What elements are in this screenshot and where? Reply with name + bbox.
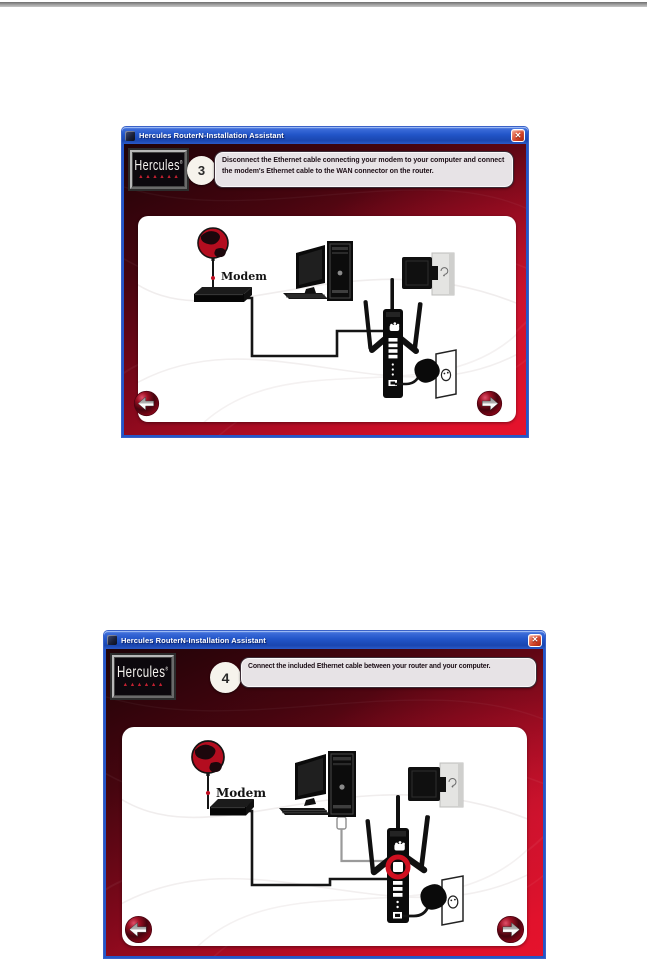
next-arrow-icon	[496, 915, 525, 944]
back-button[interactable]	[133, 390, 160, 417]
modem-icon	[210, 799, 254, 816]
hercules-logo	[112, 655, 174, 698]
titlebar[interactable]	[122, 127, 528, 144]
power-outlet-icon	[402, 876, 463, 925]
window-title: Hercules RouterN-Installation Assistant	[121, 635, 266, 645]
connection-diagram	[138, 216, 516, 422]
logo-triangles-icon: ▲▲▲▲▲▲	[122, 681, 165, 688]
router-icon	[365, 795, 430, 923]
app-icon	[107, 635, 117, 645]
step-number-badge	[187, 156, 216, 185]
instruction-text: Connect the included Ethernet cable between your router and your computer.	[240, 657, 537, 688]
router-icon	[363, 278, 422, 398]
step-number: 3	[197, 163, 206, 178]
wall-ethernet-jack-icon	[408, 763, 463, 807]
back-arrow-icon	[133, 390, 160, 417]
step-number: 4	[221, 669, 230, 686]
page-top-rule	[0, 2, 647, 7]
app-icon	[125, 131, 135, 141]
connection-diagram	[122, 727, 527, 946]
instruction-text: Disconnect the Ethernet cable connecting your modem to your computer and connect the modem's Ethernet cable to the WAN connector on the router.	[214, 151, 514, 188]
next-button[interactable]	[476, 390, 503, 417]
hercules-logo-text: Hercules®	[134, 157, 183, 175]
modem-label: Modem	[216, 786, 267, 800]
registered-mark: ®	[179, 160, 183, 167]
diagram-panel	[138, 216, 516, 422]
power-outlet-icon	[395, 350, 456, 398]
panel-swirls	[122, 793, 527, 946]
registered-mark: ®	[165, 666, 169, 673]
wizard-window-step4	[104, 631, 545, 958]
computer-to-router-cable	[337, 817, 389, 861]
hercules-logo-text: Hercules®	[117, 663, 169, 681]
back-arrow-icon	[124, 915, 153, 944]
titlebar[interactable]	[104, 631, 545, 649]
close-button[interactable]	[528, 634, 542, 647]
modem-to-router-cable	[244, 298, 385, 356]
hercules-logo	[130, 150, 187, 189]
logo-triangles-icon: ▲▲▲▲▲▲	[138, 174, 181, 181]
diagram-panel	[122, 727, 527, 946]
window-title: Hercules RouterN-Installation Assistant	[139, 131, 284, 140]
close-icon: ✕	[514, 130, 522, 140]
step-number-badge	[210, 662, 241, 693]
next-arrow-icon	[476, 390, 503, 417]
computer-icon	[283, 241, 353, 301]
next-button[interactable]	[496, 915, 525, 944]
wall-ethernet-jack-icon	[402, 253, 454, 295]
wizard-body	[122, 144, 528, 437]
internet-globe-icon	[198, 228, 228, 294]
wizard-window-step3	[122, 127, 528, 437]
back-button[interactable]	[124, 915, 153, 944]
modem-label: Modem	[221, 270, 267, 283]
wizard-body	[104, 649, 545, 958]
close-icon: ✕	[531, 635, 539, 644]
close-button[interactable]	[511, 129, 525, 142]
computer-icon	[279, 751, 356, 817]
modem-icon	[194, 287, 252, 302]
